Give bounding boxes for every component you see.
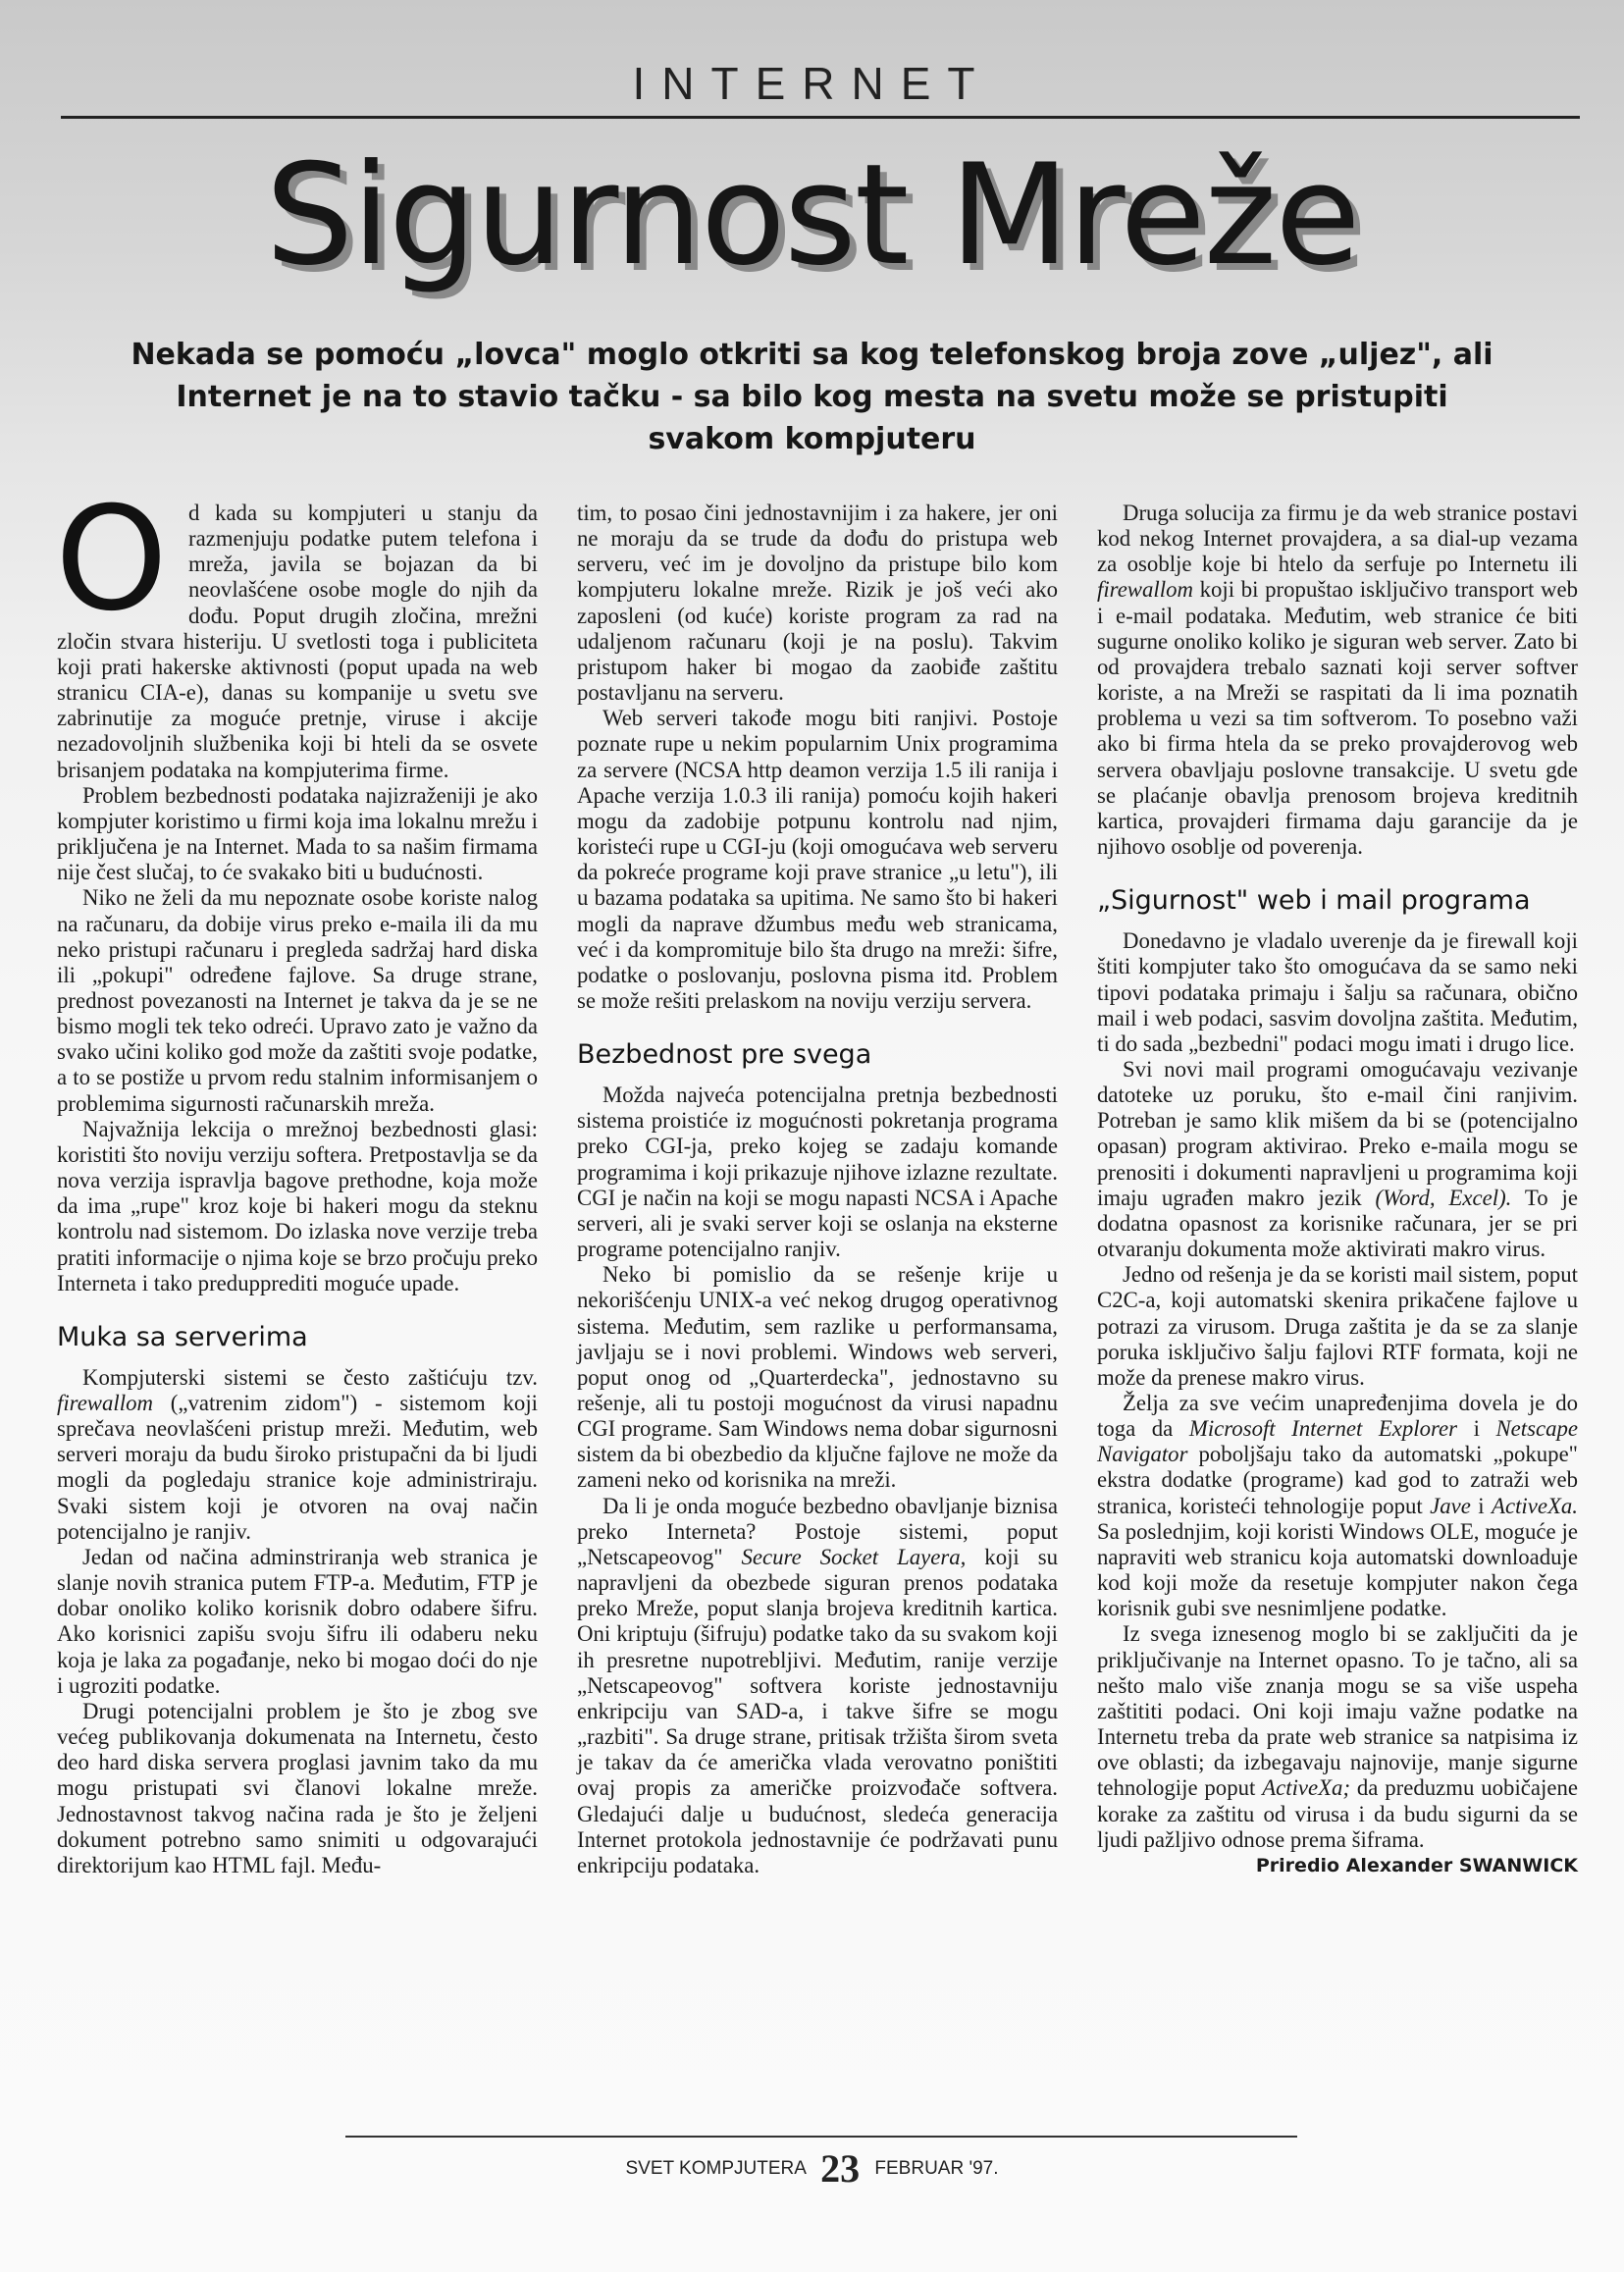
paragraph: Najvažnija lekcija o mrežnoj bezbednosti glasi: koristiti što noviju verziju softera. Pretpostavlja se da nova verzija ispravlja bagove prethodne, koja može da ima „rupe" kroz koje bi hakeri mogu da steknu kontrolu nad sistemom. Do izlaska nove verzije treba pratiti informacije o njima koje se brzo pročuju preko Interneta i tako predupprediti moguće upade. — [57, 1116, 538, 1295]
paragraph: Svi novi mail programi omogućavaju vezivanje datoteke uz poruku, što e-mail čini ranjivim. Potreban je samo klik mišem da bi se (potencijalno opasan) program aktivirao. Preko e-maila mogu se prenositi i dokumenti napravljeni u programima koji imaju ugrađen makro jezik (Word, Excel). To je dodatna opasnost za korisnike računara, jer se pri otvaranju dokumenta može aktivirati makro virus. — [1097, 1056, 1578, 1262]
paragraph: Jedan od načina adminstriranja web stranica je slanje novih stranica putem FTP-a. Međutim, FTP je dobar onoliko koliko korisnik dobro odabere šifru. Ako korisnici zapišu svoju šifru ili odaberu neku koja je laka za pogađanje, neko bi mogao doći do nje i ugroziti podatke. — [57, 1544, 538, 1698]
section-heading: Bezbednost pre svega — [577, 1039, 872, 1071]
paragraph: Drugi potencijalni problem je što je zbog sve većeg publikovanja dokumenata na Internetu, često deo hard diska servera proglasi javnim tako da mu mogu pristupati svi članovi lokalne mreže. Jednostavnost takvog načina rada je što je željeni dokument potrebno samo snimiti u odgovarajući direktorijum kao HTML fajl. Među- — [57, 1698, 538, 1877]
paragraph: Problem bezbednosti podataka najizraženiji je ako kompjuter koristimo u firmi koja ima lokalnu mrežu i priključena je na Internet. Mada to sa našim firmama nije čest slučaj, to će svakako biti u budućnosti. — [57, 782, 538, 885]
column-1 — [55, 476, 538, 1878]
paragraph: Druga solucija za firmu je da web stranice postavi kod nekog Internet provajdera, a sa dial-up vezama za osoblje koje bi htelo da serfuje po Internetu ili firewallom koji bi propuštao isključivo transport web i e-mail podataka. Međutim, web stranice će biti sugurne onoliko koliko je siguran web server. Zato bi od provajdera trebalo saznati koji server softver koriste, a na Mreži se raspitati da li ima poznatih problema u vezi sa tim softverom. To posebno važi ako bi firma htela da se preko provajderovog web servera obavljaju poslovne transakcije. U svetu gde se plaćanje obavlja prenosom brojeva kreditnih kartica, provajderi firmama daju garancije da je njihovo osoblje od poverenja. — [1097, 501, 1578, 860]
paragraph: Želja za sve većim unapređenjima dovela je do toga da Microsoft Internet Explorer i Netscape Navigator poboljšaju tako da automatski „pokupe" ekstra dodatke (programe) kad god to zatraži web stranica, koristeći tehnologije poput Jave i ActiveXa. Sa poslednjim, koji koristi Windows OLE, moguće je napraviti web stranicu koja automatski downloaduje kod koji može da resetuje kompjuter nakon čega korisnik gubi sve nesnimljene podatke. — [1097, 1391, 1579, 1621]
paragraph: Web serveri takođe mogu biti ranjivi. Postoje poznate rupe u nekim popularnim Unix programima za servere (NCSA http deamon verzija 1.5 ili ranija i Apache verzija 1.0.3 ili ranija) pomoću kojih hakeri mogu da zadobije potpunu kontrolu nad njim, koristeći rupe u CGI-ju (koji omogućava web serveru da pokreće programe koji prave stranice „u letu"), ili u bazama podataka sa upitima. Ne samo što bi hakeri mogli da naprave džumbus među web stranicama, već i da kompromituje bilo šta drugo na mreži: šifre, podatke o poslovanju, poslovna pisma itd. Problem se može rešiti prelaskom na noviju verziju servera. — [577, 706, 1058, 1013]
section-heading: Muka sa serverima — [57, 1321, 308, 1352]
paragraph: Da li je onda moguće bezbedno obavljanje biznisa preko Interneta? Postoje sistemi, poput „Netscapeovog" Secure Socket Layera, koji su napravljeni da obezbede siguran prenos podataka preko Mreže, poput slanja brojeva kreditnih kartica. Oni kriptuju (šifruju) podatke tako da su svakom koji ih presretne nupotrebljivi. Međutim, ranije verzije „Netscapeovog" softvera koriste jednostavniju enkripciju van SAD-a, i takve šifre se mogu „razbiti". Sa druge strane, pritisak tržišta širom sveta je takav da će američka vlada verovatno poništiti ovaj propis za američke proizvođače softvera. Gledajući dalje u budućnost, sledeća generacija Internet protokola jednostavnije će podržavati punu enkripciju podataka. — [577, 1493, 1058, 1877]
paragraph: Iz svega iznesenog moglo bi se zaključiti da je priključivanje na Internet opasno. To je tačno, ali sa nešto malo više znanja mogu se sa više uspeha zaštititi podaci. Oni koji imaju važne podatke na Internetu treba da prate web stranice sa natpisima iz ove oblasti; da izbegavaju najnovije, manje sigurne tehnologije poput ActiveXa; da preduzmu uobičajene korake za zaštitu od virusa i da budu sigurni da se ljudi pažljivo odnose prema šiframa. — [1097, 1621, 1578, 1852]
paragraph: Neko bi pomislio da se rešenje krije u nekorišćenju UNIX-a već nekog drugog operativnog sistema. Međutim, sem razlike u performansama, javljaju se i novi problemi. Windows web serveri, poput onog od „Quarterdecka", jednostavno su rešenje, ali tu postoji mogućnost da virusi napadnu CGI programe. Sam Windows nema dobar sigurnosni sistem da bi obezbedio da ključne fajlove ne može da zameni neko od korisnika na mreži. — [577, 1262, 1058, 1493]
paragraph: Donedavno je vladalo uverenje da je firewall koji štiti kompjuter tako što omogućava da se samo neki tipovi podataka primaju i šalju sa računara, obično mail i web podaci, sasvim dovoljna zaštita. Međutim, ti do sada „bezbedni" podaci mogu imati i drugo lice. — [1097, 928, 1578, 1056]
page-number: 23 — [820, 2146, 861, 2191]
paragraph: tim, to posao čini jednostavnijim i za hakere, jer oni ne moraju da se trude da dođu do pristupa web serveru, već im je dovoljno da pristupe bilo kom kompjuteru lokalne mreže. Rizik je još veći ako zaposleni (od kuće) koriste program za rad na udaljenom računaru (koji je na poslu). Takvim pristupom haker bi mogao da zaobiđe zaštitu postavljanu na serveru. — [577, 501, 1058, 706]
section-label: INTERNET — [632, 58, 992, 109]
section-heading: „Sigurnost" web i mail programa — [1097, 885, 1531, 917]
paragraph: Jedno od rešenja je da se koristi mail sistem, poput C2C-a, koji automatski skenira prikačene fajlove u potrazi za virusom. Druga zaštita je da se za slanje poruka isključivo šalju fajlovi RTF formata, koji ne može da prenese makro virus. — [1097, 1262, 1578, 1390]
drop-cap: O — [55, 476, 168, 643]
magazine-name: SVET KOMPJUTERA — [625, 2158, 806, 2179]
page-footer — [0, 2145, 1624, 2192]
issue-date: FEBRUAR '97. — [874, 2158, 999, 2179]
paragraph: Kompjuterski sistemi se često zaštićuju tzv. firewallom („vatrenim zidom") - sistemom koji sprečava neovlašćeni pristup mreži. Međutim, web serveri moraju da budu široko pristupačni da bi ljudi mogli da pogledaju stranice koje administriraju. Svaki sistem koji je otvoren na ovaj način potencijalno je ranjiv. — [57, 1364, 538, 1544]
article-title: Sigurnost Mreže — [265, 134, 1359, 296]
article-subtitle: Nekada se pomoću „lovca" moglo otkriti sa kog telefonskog broja zove „uljez", ali Internet je na to stavio tačku - sa bilo kog mesta na svetu može se pristupiti svakom kompjuteru — [131, 338, 1493, 456]
header-rule — [61, 116, 1580, 119]
column-3 — [1097, 501, 1578, 1878]
paragraph: Od kada su kompjuteri u stanju da razmenjuju podatke putem telefona i mreža, javila se bojazan da bi neovlašćene osobe mogle do njih da dođu. Poput drugih zločina, mrežni zločin stvara histeriju. U svetlosti toga i publiciteta koji prati hakerske aktivnosti (poput upada na web stranicu CIA-e), danas su kompanije u svetu sve zabrinutije za moguće pretnje, viruse i akcije nezadovoljnih službenika koji bi hteli da se osvete brisanjem podataka na kompjuterima firme. — [55, 476, 538, 782]
paragraph: Niko ne želi da mu nepoznate osobe koriste nalog na računaru, da dobije virus preko e-maila ili da mu neko pristupi računaru i pregleda sadržaj hard diska ili „pokupi" određene fajlove. Sa druge strane, prednost povezanosti na Internet je takva da je se ne bismo mogli tek teko odreći. Upravo zato je važno da svako učini koliko god može da zaštiti svoje podatke, a to se postiže u prvom redu stalnim informisanjem o problemima sigurnosti računarskih mreža. — [57, 885, 538, 1116]
column-2 — [577, 501, 1058, 1878]
byline: Priredio Alexander SWANWICK — [1255, 1854, 1578, 1876]
paragraph: Možda najveća potencijalna pretnja bezbednosti sistema proistiće iz mogućnosti pokretanja programa preko CGI-ja, preko kojeg se zadaju komande programima i koji prikazuje njihove izlazne rezultate. CGI je način na koji se mogu napasti NCSA i Apache serveri, ali je svaki server koji se oslanja na eksterne programe potencijalno ranjiv. — [577, 1083, 1058, 1262]
footer-rule — [345, 2136, 1297, 2138]
